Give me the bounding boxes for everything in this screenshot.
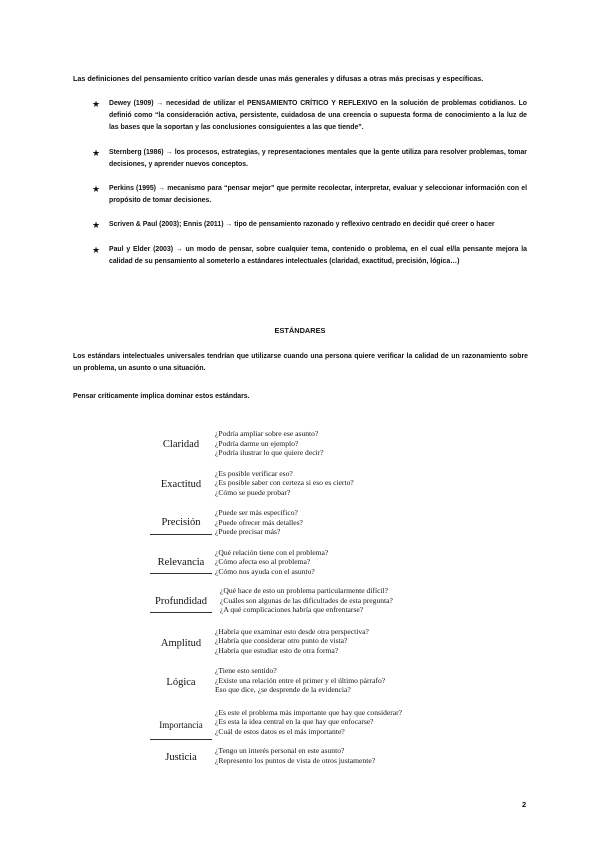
standard-questions: [215, 429, 324, 458]
definitions-list: [92, 98, 527, 268]
star-icon: ★: [92, 244, 101, 255]
standard-questions: [220, 586, 393, 615]
section-title: ESTÁNDARES: [274, 326, 326, 335]
standard-question: ¿Habría que examinar esto desde otra perspectiva?: [215, 626, 369, 636]
standard-question: ¿Existe una relación entre el primer y el último párrafo?: [215, 675, 386, 685]
definition-text: Perkins (1995) → mecanismo para “pensar mejor” que permite recolectar, interpretar, evaluar y seleccionar información con el propósito de tomar decisiones.: [109, 185, 527, 205]
standard-questions: [215, 548, 328, 577]
standard-row-relevancia: [150, 546, 410, 586]
standard-row-precision: [150, 506, 410, 546]
standard-question: ¿A qué complicaciones habría que enfrentarse?: [220, 605, 364, 615]
definition-text: Sternberg (1986) → los procesos, estrategias, y representaciones mentales que la gente utiliza para resolver problemas, tomar decisiones, y aprender nuevos conceptos.: [109, 148, 527, 168]
definition-item: [92, 219, 527, 231]
standard-question: ¿Es este el problema más importante que hay que considerar?: [215, 707, 403, 717]
star-icon: ★: [92, 220, 101, 231]
standard-question: ¿Habría que estudiar esto de otra forma?: [215, 645, 339, 655]
standard-row-profundidad: [150, 585, 410, 625]
standard-questions: [215, 708, 402, 737]
standard-question: ¿Cuál de estos datos es el más importante?: [215, 726, 345, 736]
standard-name: Exactitud: [160, 478, 202, 490]
standard-question: ¿Tiene esto sentido?: [215, 666, 277, 675]
standard-question: ¿Podría ampliar sobre ese asunto?: [215, 429, 319, 438]
standard-question: ¿Puede precisar más?: [215, 527, 281, 537]
standard-questions: [215, 666, 385, 695]
divider-line: [150, 573, 212, 574]
star-icon: ★: [92, 184, 101, 195]
standard-question: ¿Represento los puntos de vista de otros justamente?: [215, 755, 376, 765]
definition-text: Dewey (1909) → necesidad de utilizar el PENSAMIENTO CRÍTICO Y REFLEXIVO en la solución de problemas cotidianos. Lo definió como “la consideración activa, persistente, cuidadosa de una creencia o supuesta forma de conocimiento a la luz de las bases que la soportan y las conclusiones consiguientes a las que tiende”.: [109, 100, 527, 132]
definition-item: [92, 147, 527, 171]
standard-question: ¿Es posible verificar eso?: [215, 468, 293, 478]
standard-question: ¿Puede ser más específico?: [215, 508, 298, 517]
standard-question: ¿Cuáles son algunas de las dificultades de esta pregunta?: [220, 595, 393, 605]
standard-name: Amplitud: [160, 637, 202, 649]
standard-question: ¿Cómo afecta eso al problema?: [215, 557, 311, 567]
standard-question: ¿Es esta la idea central en la que hay que enfocarse?: [215, 717, 374, 727]
definition-item: [92, 244, 527, 268]
standard-question: ¿Cómo nos ayuda con el asunto?: [215, 566, 315, 576]
star-icon: ★: [92, 147, 101, 158]
standard-row-logica: [150, 664, 410, 704]
mastery-paragraph: Pensar críticamente implica dominar estos estándars.: [73, 393, 250, 400]
standard-question: ¿Es posible saber con certeza si eso es cierto?: [215, 478, 354, 488]
standard-question: ¿Qué relación tiene con el problema?: [215, 547, 329, 557]
star-icon: ★: [92, 99, 101, 109]
divider-line: [150, 612, 212, 613]
standard-name: Justicia: [165, 752, 197, 763]
standard-question: ¿Puede ofrecer más detalles?: [215, 517, 303, 527]
standard-row-importancia: [150, 704, 410, 744]
standard-name: Relevancia: [157, 556, 205, 568]
standard-question: ¿Podría darme un ejemplo?: [215, 438, 299, 448]
standard-row-justicia: [150, 743, 410, 783]
standard-row-exactitud: [150, 467, 410, 507]
definition-item: [92, 183, 527, 207]
standard-name: Importancia: [159, 719, 203, 730]
standard-question: ¿Cómo se puede probar?: [215, 487, 291, 497]
standard-name: Precisión: [161, 517, 201, 528]
standards-paragraph: Los estándars intelectuales universales tendrían que utilizarse cuando una persona quiere verificar la calidad de un razonamiento sobre un problema, un asunto o una situación.: [73, 353, 528, 373]
standard-name: Lógica: [166, 677, 196, 688]
standards-figure: [150, 427, 410, 783]
divider-line: [150, 739, 212, 740]
standard-question: ¿Tengo un interés personal en este asunto?: [215, 746, 345, 755]
intro-paragraph: Las definiciones del pensamiento crítico varían desde unas más generales y difusas a otras más precisas y específicas.: [73, 74, 484, 83]
standard-question: ¿Qué hace de esto un problema particularmente difícil?: [220, 586, 389, 595]
standard-questions: [215, 746, 375, 765]
standard-question: ¿Podría ilustrar lo que quiere decir?: [215, 448, 324, 458]
standard-question: ¿Habría que considerar otro punto de vista?: [215, 636, 348, 646]
standard-questions: [215, 469, 354, 498]
standard-name: Claridad: [162, 439, 200, 450]
standard-questions: [215, 627, 369, 656]
standard-name: Profundidad: [155, 596, 207, 607]
standard-row-amplitud: [150, 625, 410, 665]
definition-text: Paul y Elder (2003) → un modo de pensar, sobre cualquier tema, contenido o problema, en el cual el/la pensante mejora la calidad de su pensamiento al someterlo a estándares intelectuales (claridad, exactitud, precisión, lógica…): [109, 245, 527, 265]
standard-row-claridad: [150, 427, 410, 467]
page-number: 2: [522, 800, 527, 809]
definition-text: Scriven & Paul (2003); Ennis (2011) → tipo de pensamiento razonado y reflexivo centrado en decidir qué creer o hacer: [109, 221, 495, 229]
standard-question: Eso que dice, ¿se desprende de la evidencia?: [215, 685, 351, 695]
divider-line: [150, 534, 212, 535]
definition-item: [92, 98, 527, 135]
standard-questions: [215, 508, 303, 537]
